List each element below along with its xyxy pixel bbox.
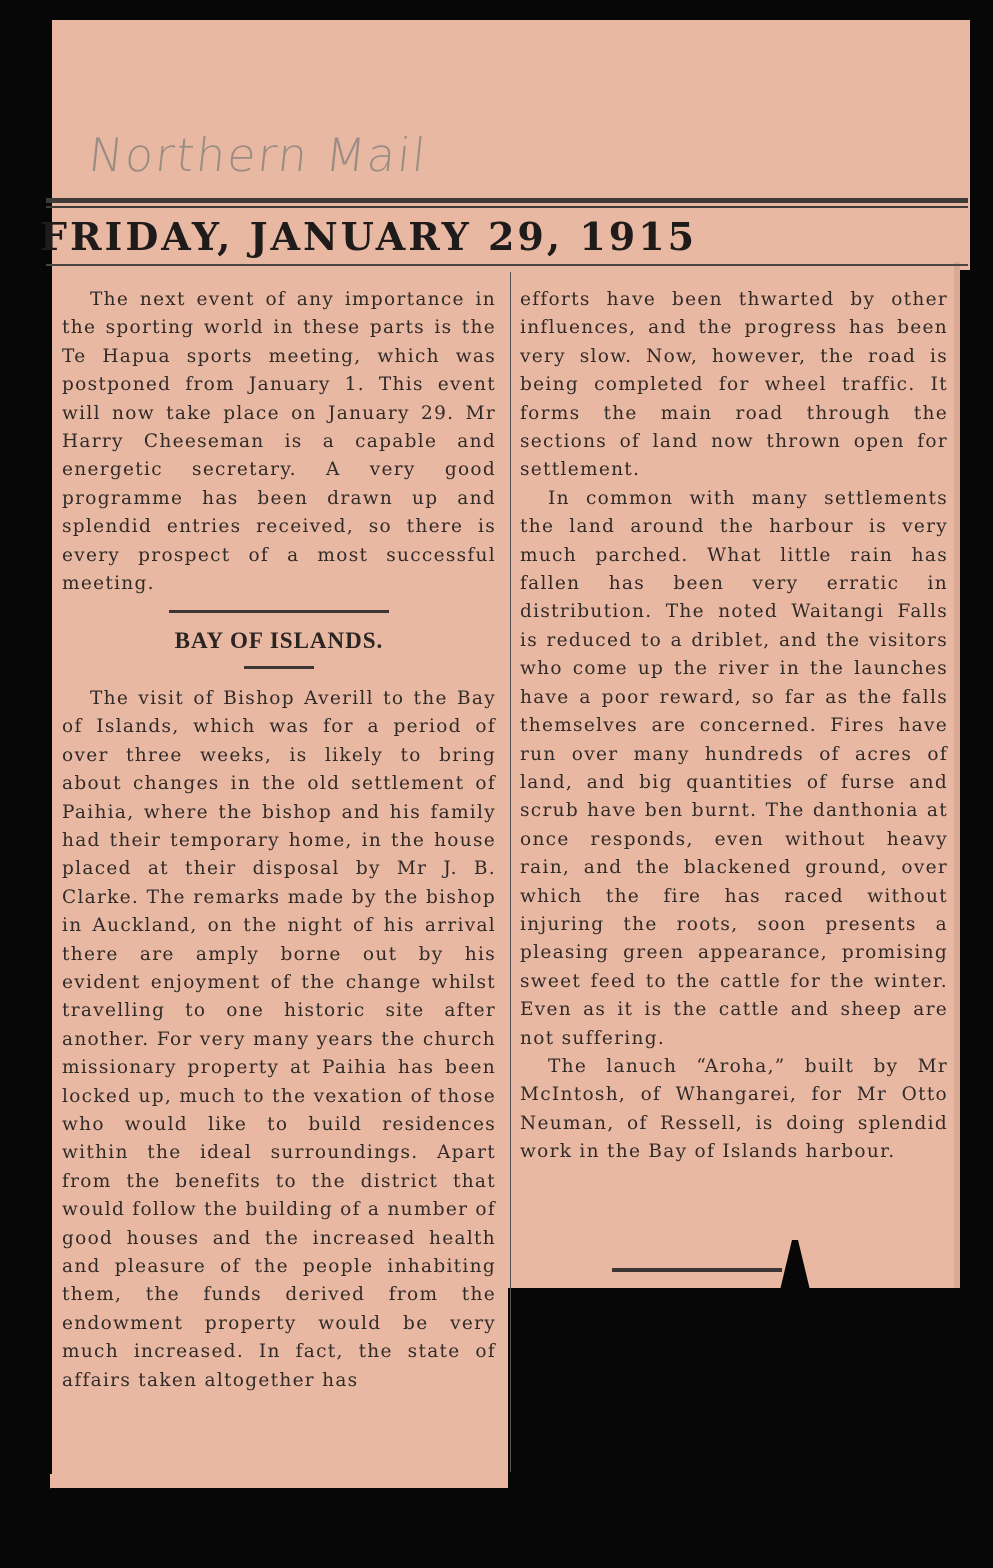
- left-column: [62, 286, 496, 1395]
- heading-separator: [244, 666, 314, 669]
- article-paragraph-continued: efforts have been thwarted by other influences, and the progress has been very slow. Now, however, the road is being completed for wheel traffic. It forms the main road through the sections of land now thrown open for settlement.: [520, 289, 948, 481]
- dateline-rule: [46, 264, 968, 266]
- masthead-rule-thin: [46, 206, 968, 208]
- handwritten-source-note: Northern Mail: [86, 128, 430, 182]
- section-separator: [169, 610, 389, 613]
- clipping-edge: [954, 262, 960, 1288]
- article-paragraph-bishop-visit: The visit of Bishop Averill to the Bay of Islands, which was for a period of over three weeks, is likely to bring about changes in the old settlement of Paihia, where the bishop and his family had their temporary home, in the house placed at their disposal by Mr J. B. Clarke. The remarks made by the bishop in Auckland, on the night of his arrival there are amply borne out by his evident enjoyment of the change whilst travelling to one historic site after another. For very many years the church missionary property at Paihia has been locked up, much to the vexation of those who would like to build residences within the ideal surroundings. Apart from the benefits to the district that would follow the building of a number of good houses and the increased health and pleasure of the people inhabiting them, the funds derived from the endowment property would be very much increased. In fact, the state of affairs taken altogether has: [62, 687, 497, 1391]
- article-paragraph-drought: In common with many settlements the land around the harbour is very much parched. What little rain has fallen has been very erratic in distribution. The noted Waitangi Falls is reduced to a driblet, and the visitors who come up the river in the launches have a poor reward, so far as the falls themselves are concerned. Fires have run over many hundreds of acres of land, and big quantities of furse and scrub have ben burnt. The danthonia at once responds, even without heavy rain, and the blackened ground, over which the fire has raced without injuring the roots, soon presents a pleasing green appearance, promising sweet feed to the cattle for the winter. Even as it is the cattle and sheep are not suffering.: [520, 487, 948, 1049]
- article-paragraph-te-hapua: The next event of any importance in the sporting world in these parts is the Te Hapua sports meeting, which was postponed from January 1. This event will now take place on January 29. Mr Harry Cheeseman is a capable and energetic secretary. A very good programme has been drawn up and splendid entries received, so there is every prospect of a most successful meeting.: [62, 289, 496, 595]
- end-rule: [612, 1268, 782, 1272]
- right-column: [520, 286, 948, 1167]
- column-divider: [510, 272, 511, 1472]
- dateline: FRIDAY, JANUARY 29, 1915: [40, 214, 698, 259]
- article-paragraph-aroha-launch: The lanuch “Aroha,” built by Mr McIntosh, of Whangarei, for Mr Otto Neuman, of Ressell, is doing splendid work in the Bay of Islands harbour.: [520, 1055, 948, 1163]
- section-heading: BAY OF ISLANDS.: [174, 628, 384, 654]
- masthead-rule: [46, 198, 968, 203]
